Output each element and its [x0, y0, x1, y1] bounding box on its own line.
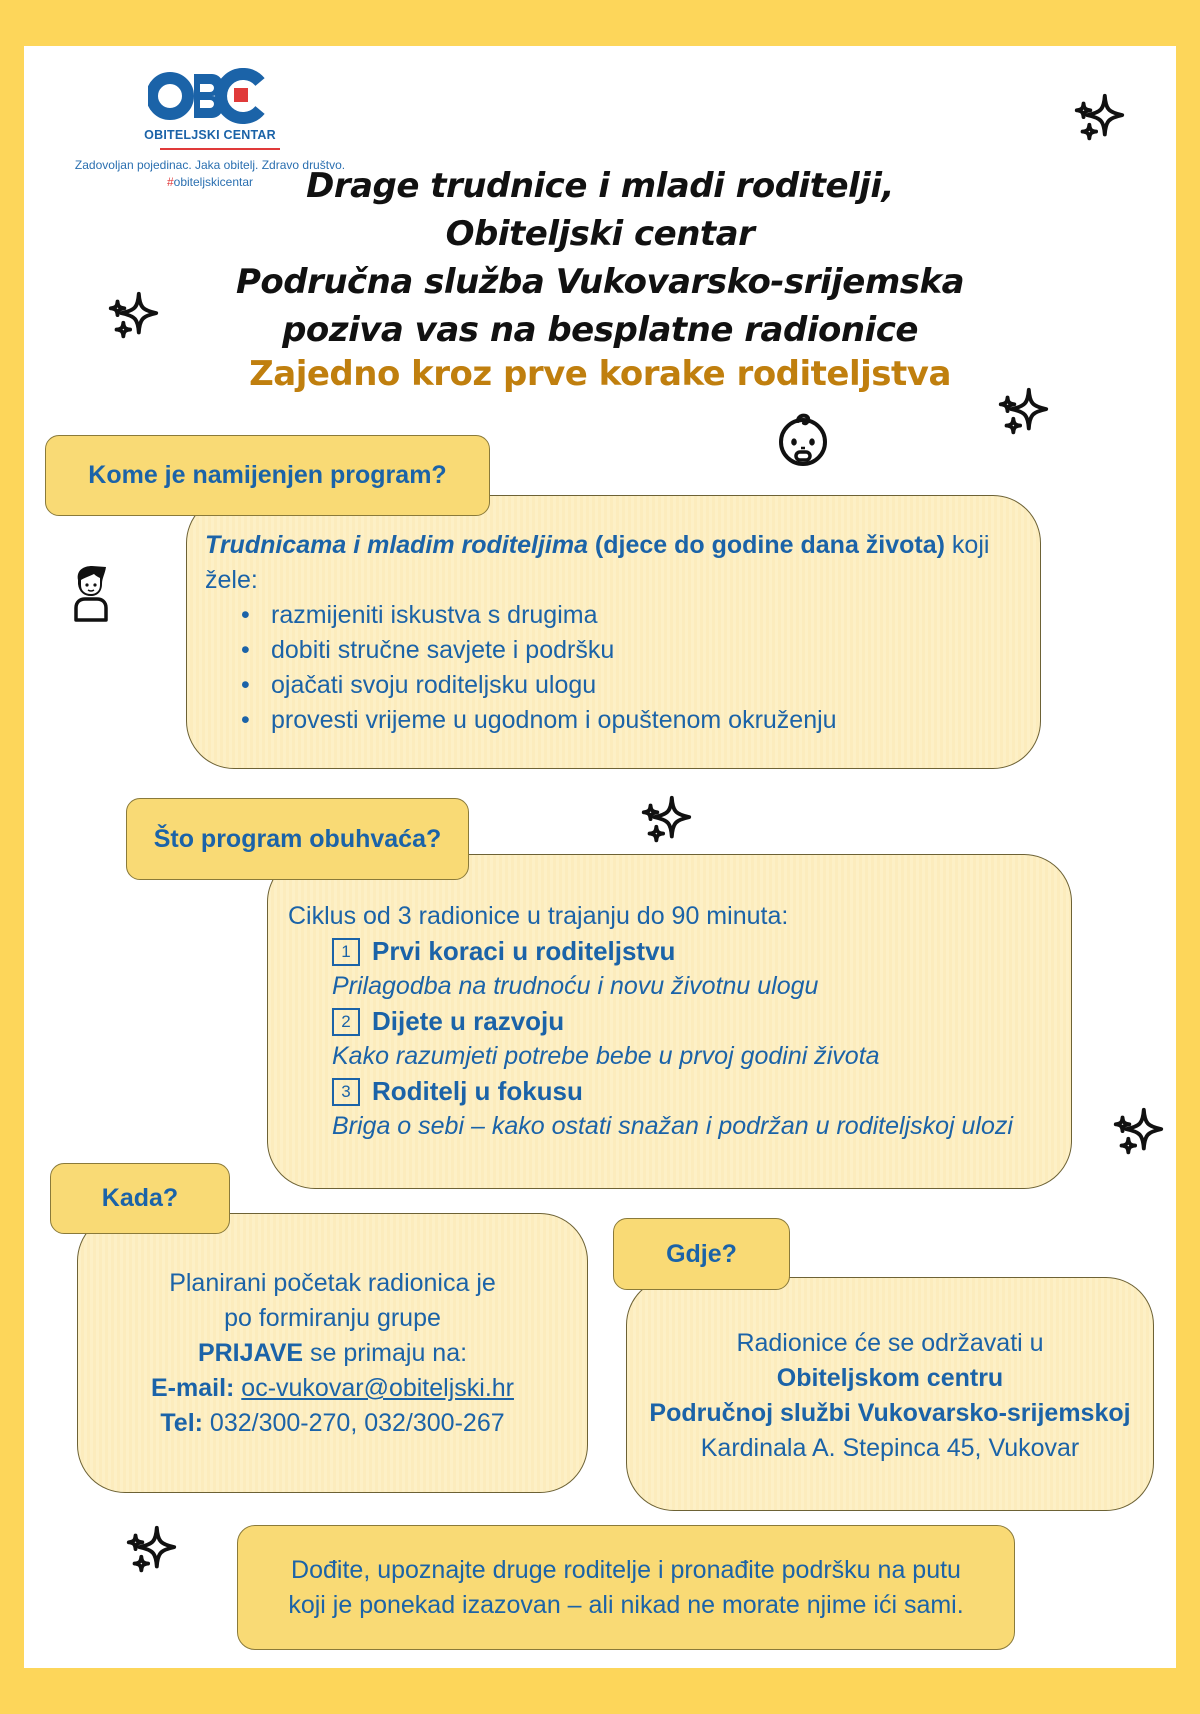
title-line: Područna služba Vukovarsko-srijemska: [235, 262, 965, 302]
email-label: E-mail:: [150, 1374, 235, 1402]
logo-name: OBITELJSKI CENTAR: [144, 128, 276, 142]
where-content-box: [626, 1277, 1154, 1511]
program-intro: Ciklus od 3 radionice u trajanju do 90 minuta:: [288, 902, 789, 930]
when-heading: Kada?: [101, 1184, 179, 1212]
workshop-title: Roditelj u fokusu: [372, 1076, 583, 1106]
audience-intro-emphasis: Trudnicama i mladim roditeljima: [205, 531, 588, 559]
program-text: [288, 899, 1061, 1144]
workshop-item: [288, 934, 1061, 1004]
when-heading-box: [50, 1163, 230, 1234]
hashtag-symbol: #: [166, 175, 174, 189]
workshop-item: [288, 1004, 1061, 1074]
where-address: Kardinala A. Stepinca 45, Vukovar: [700, 1434, 1080, 1462]
workshop-description: Prilagodba na trudnoću i novu životnu ulogu: [332, 972, 819, 1000]
title-line: Drage trudnice i mladi roditelji,: [306, 166, 894, 206]
hashtag-text: obiteljskicentar: [173, 175, 254, 189]
audience-text: [205, 528, 1026, 738]
sparkles-icon: [122, 1522, 180, 1580]
audience-intro-age: (djece do godine dana života): [587, 531, 945, 559]
registration-rest: se primaju na:: [303, 1339, 468, 1367]
closing-line1: Dođite, upoznajte druge roditelje i pronađite podršku na putu: [291, 1555, 961, 1584]
person-icon: [72, 564, 110, 622]
workshop-number-badge: 1: [332, 938, 360, 966]
audience-intro: [205, 528, 1026, 598]
logo-underline: [160, 148, 280, 150]
where-heading-box: [613, 1218, 790, 1290]
sparkles-icon: [104, 288, 162, 346]
bullet-item: • dobiti stručne savjete i podršku: [241, 633, 1026, 668]
program-heading-box: [126, 798, 469, 880]
when-line2: po formiranju grupe: [224, 1304, 441, 1332]
program-subtitle: Zajedno kroz prve korake roditeljstva: [249, 354, 951, 394]
audience-content-box: [186, 495, 1041, 769]
workshop-description: Briga o sebi – kako ostati snažan i podržan u roditeljskoj ulozi: [332, 1112, 1013, 1140]
sparkles-icon: [637, 792, 695, 850]
phone-label: Tel:: [160, 1409, 203, 1437]
bullet-item: • razmijeniti iskustva s drugima: [241, 598, 1026, 633]
email-line: [78, 1371, 587, 1406]
audience-heading-box: [45, 435, 490, 516]
workshop-title: Dijete u razvoju: [372, 1006, 565, 1036]
when-content-box: [77, 1213, 588, 1493]
program-content-box: [267, 854, 1072, 1189]
sparkles-icon: [1070, 90, 1128, 148]
email-link[interactable]: oc-vukovar@obiteljski.hr: [241, 1374, 514, 1402]
title-line: poziva vas na besplatne radionice: [282, 310, 918, 350]
workshop-number-badge: 3: [332, 1078, 360, 1106]
closing-box: [237, 1525, 1015, 1650]
logo-slogan: Zadovoljan pojedinac. Jaka obitelj. Zdravo društvo.: [74, 158, 346, 172]
when-text: [78, 1266, 587, 1441]
baby-face-icon: [776, 412, 830, 468]
sparkles-icon: [1109, 1104, 1167, 1162]
where-line1: Radionice će se održavati u: [736, 1329, 1044, 1357]
audience-heading: Kome je namijenjen program?: [88, 461, 447, 489]
registration-line: [78, 1336, 587, 1371]
registration-label: PRIJAVE: [197, 1339, 304, 1367]
bullet-item: • ojačati svoju roditeljsku ulogu: [241, 668, 1026, 703]
title-line: Obiteljski centar: [445, 214, 755, 254]
audience-intro-rest: koji žele:: [205, 531, 990, 594]
workshop-title: Prvi koraci u roditeljstvu: [372, 936, 676, 966]
page-title: [200, 162, 1000, 354]
where-line2: Obiteljskom centru: [776, 1364, 1004, 1392]
program-heading: Što program obuhvaća?: [153, 824, 442, 853]
audience-bullets: [205, 598, 1026, 738]
workshop-number-badge: 2: [332, 1008, 360, 1036]
where-heading: Gdje?: [666, 1239, 737, 1268]
workshop-description: Kako razumjeti potrebe bebe u prvoj godini života: [332, 1042, 880, 1070]
where-text: [627, 1326, 1153, 1466]
phone-numbers: 032/300-270, 032/300-267: [209, 1409, 505, 1437]
sparkles-icon: [994, 384, 1052, 442]
closing-line2: koji je ponekad izazovan – ali nikad ne morate njime ići sami.: [288, 1590, 964, 1619]
where-line3: Područnoj službi Vukovarsko-srijemskoj: [649, 1399, 1131, 1427]
bullet-item: • provesti vrijeme u ugodnom i opuštenom okruženju: [241, 703, 1026, 738]
when-line1: Planirani početak radionica je: [169, 1269, 496, 1297]
workshop-item: [288, 1074, 1061, 1144]
phone-line: [78, 1406, 587, 1441]
